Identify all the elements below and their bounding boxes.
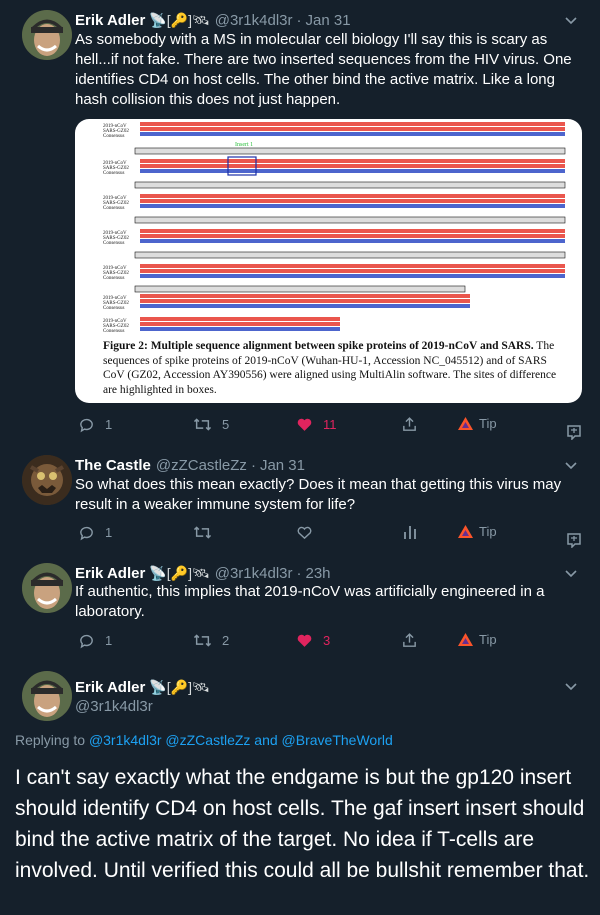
display-name[interactable]: The Castle <box>75 456 151 474</box>
display-name[interactable]: Erik Adler <box>75 11 146 29</box>
share-icon <box>401 416 418 433</box>
timestamp[interactable]: Jan 31 <box>259 456 305 474</box>
chevron-down-icon[interactable] <box>564 680 578 694</box>
name-badges: 📡[🔑]🛰 <box>149 564 210 581</box>
svg-text:SARS-GZ02: SARS-GZ02 <box>103 324 129 329</box>
timestamp[interactable]: 23h <box>305 564 331 582</box>
tip-button[interactable] <box>458 524 497 539</box>
separator-dot: · <box>250 456 256 474</box>
svg-text:Consensus: Consensus <box>103 329 125 334</box>
svg-text:SARS-GZ02: SARS-GZ02 <box>103 166 129 171</box>
like-button[interactable] <box>296 416 337 433</box>
svg-text:Consensus: Consensus <box>103 134 125 139</box>
tweet-text: As somebody with a MS in molecular cell biology I'll say this is scary as hell...if not fake. There are two inserted sequences from the HIV virus. One identifies CD4 on host cells. The other bind the active matrix. Like a long hash collision this does not just happen. <box>75 31 572 108</box>
replying-to <box>15 732 393 748</box>
svg-text:SARS-GZ02: SARS-GZ02 <box>103 129 129 134</box>
name-badges: 📡[🔑]🛰 <box>149 678 210 695</box>
svg-text:2019-nCoV: 2019-nCoV <box>103 231 127 236</box>
svg-text:Consensus: Consensus <box>103 276 125 281</box>
tweet-actions <box>0 416 600 436</box>
caption-body: The sequences of spike proteins of 2019-nCoV (Wuhan-HU-1, Accession NC_045512) and of SARS CoV (GZ02, Accession AY390556) were aligned using MultiAlin software. The sites of difference are highlighted in boxes. <box>103 340 557 396</box>
tweet-header <box>75 10 351 30</box>
svg-text:SARS-GZ02: SARS-GZ02 <box>103 201 129 206</box>
retweet-count: 2 <box>222 633 230 648</box>
tweet-header <box>75 677 210 697</box>
chevron-down-icon[interactable] <box>564 567 578 581</box>
retweet-icon <box>193 416 212 433</box>
svg-text:2019-nCoV: 2019-nCoV <box>103 266 127 271</box>
sequence-alignment-image <box>75 119 582 339</box>
tweet-text: So what does this mean exactly? Does it mean that getting this virus may result in a weaker immune system for life? <box>75 476 562 513</box>
display-name[interactable]: Erik Adler <box>75 678 146 696</box>
svg-text:Consensus: Consensus <box>103 306 125 311</box>
share-button[interactable] <box>401 632 418 649</box>
user-handle[interactable]: @3r1k4dl3r <box>214 11 293 29</box>
svg-text:2019-nCoV: 2019-nCoV <box>103 124 127 129</box>
svg-text:Consensus: Consensus <box>103 241 125 246</box>
svg-text:SARS-GZ02: SARS-GZ02 <box>103 271 129 276</box>
reply-button[interactable] <box>78 416 112 433</box>
avatar[interactable] <box>22 563 72 613</box>
name-badges: 📡[🔑]🛰 <box>149 11 210 28</box>
retweet-button[interactable] <box>193 632 229 649</box>
reply-icon <box>78 632 95 649</box>
brave-triangle-icon <box>458 417 473 430</box>
reply-count: 1 <box>105 633 113 648</box>
brave-triangle-icon <box>458 525 473 538</box>
like-button[interactable] <box>296 524 313 541</box>
tweet-text: I can't say exactly what the endgame is but the gp120 insert should identify CD4 on host cells. The gaf insert insert should bind the active matrix of the target. No idea if T-cells are involved. Until verified this could all be bullshit remember that. <box>15 766 590 882</box>
heart-filled-icon <box>296 416 313 433</box>
separator-dot: · <box>296 11 302 29</box>
svg-text:SARS-GZ02: SARS-GZ02 <box>103 301 129 306</box>
reply-icon <box>78 524 95 541</box>
tip-label: Tip <box>479 416 497 431</box>
svg-text:Consensus: Consensus <box>103 206 125 211</box>
svg-text:2019-nCoV: 2019-nCoV <box>103 196 127 201</box>
caption-title: Figure 2: Multiple sequence alignment between spike proteins of 2019-nCoV and SARS. <box>103 340 534 352</box>
brave-triangle-icon <box>458 633 473 646</box>
avatar[interactable] <box>22 671 72 721</box>
svg-text:2019-nCoV: 2019-nCoV <box>103 296 127 301</box>
tweet-text: If authentic, this implies that 2019-nCoV was artificially engineered in a laboratory. <box>75 583 545 620</box>
heart-icon <box>296 524 313 541</box>
translate-icon[interactable] <box>565 532 583 548</box>
retweet-count: 5 <box>222 417 230 432</box>
analytics-button[interactable] <box>403 524 417 540</box>
replying-to-users[interactable]: @3r1k4dl3r @zZCastleZz and @BraveTheWorld <box>88 732 393 748</box>
tip-button[interactable] <box>458 416 497 431</box>
avatar[interactable] <box>22 455 72 505</box>
timestamp[interactable]: Jan 31 <box>305 11 351 29</box>
avatar[interactable] <box>22 10 72 60</box>
like-button[interactable] <box>296 632 330 649</box>
retweet-icon <box>193 632 212 649</box>
reply-button[interactable] <box>78 524 112 541</box>
tweet-header <box>75 455 305 475</box>
like-count: 11 <box>323 417 337 432</box>
user-handle[interactable]: @zZCastleZz <box>155 456 247 474</box>
svg-text:Consensus: Consensus <box>103 171 125 176</box>
svg-text:2019-nCoV: 2019-nCoV <box>103 161 127 166</box>
user-handle[interactable]: @3r1k4dl3r <box>75 698 153 715</box>
svg-text:2019-nCoV: 2019-nCoV <box>103 319 127 324</box>
share-button[interactable] <box>401 416 418 433</box>
chevron-down-icon[interactable] <box>564 459 578 473</box>
reply-button[interactable] <box>78 632 112 649</box>
separator-dot: · <box>296 564 302 582</box>
tweet-actions <box>0 524 600 544</box>
tip-button[interactable] <box>458 632 497 647</box>
like-count: 3 <box>323 633 331 648</box>
chevron-down-icon[interactable] <box>564 14 578 28</box>
tweet-header <box>75 563 331 583</box>
retweet-button[interactable] <box>193 416 229 433</box>
tweet-image[interactable] <box>75 119 582 403</box>
user-handle[interactable]: @3r1k4dl3r <box>214 564 293 582</box>
reply-count: 1 <box>105 525 113 540</box>
translate-icon[interactable] <box>565 424 583 440</box>
tip-label: Tip <box>479 524 497 539</box>
heart-filled-icon <box>296 632 313 649</box>
replying-to-label: Replying to <box>15 732 86 748</box>
figure-caption <box>103 339 563 397</box>
tweet-actions <box>0 632 600 652</box>
share-icon <box>401 632 418 649</box>
analytics-icon <box>403 524 417 540</box>
tip-label: Tip <box>479 632 497 647</box>
svg-text:SARS-GZ02: SARS-GZ02 <box>103 236 129 241</box>
retweet-icon <box>193 524 212 541</box>
reply-icon <box>78 416 95 433</box>
retweet-button[interactable] <box>193 524 212 541</box>
reply-count: 1 <box>105 417 113 432</box>
display-name[interactable]: Erik Adler <box>75 564 146 582</box>
insert-label: Insert 1 <box>235 142 254 148</box>
